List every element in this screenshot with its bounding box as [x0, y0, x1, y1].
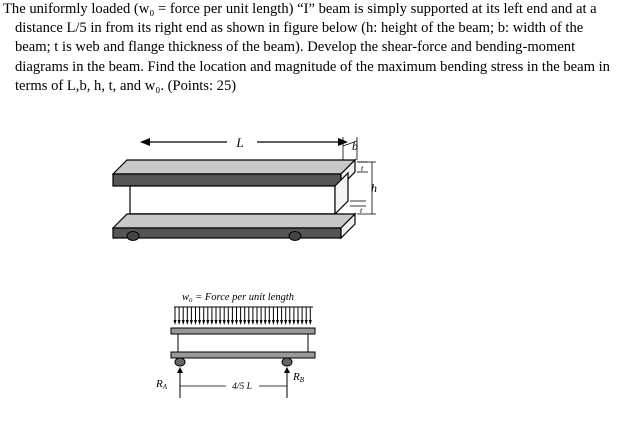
load-arrowhead [276, 320, 279, 325]
load-arrowhead [182, 320, 185, 325]
load-arrowhead [280, 320, 283, 325]
top-flange-front [113, 174, 341, 186]
load-arrowhead [239, 320, 242, 325]
load-arrowhead [292, 320, 295, 325]
load-arrowhead [260, 320, 263, 325]
load-arrowhead [272, 320, 275, 325]
problem-line-2: distance L/5 in from its right end as shown in figure below (h: height of the beam; b: width of the [15, 20, 584, 37]
load-arrowhead [243, 320, 246, 325]
load-arrowhead [231, 320, 234, 325]
load-arrowhead [309, 320, 312, 325]
load-arrowhead [264, 320, 267, 325]
support-b [282, 358, 292, 366]
load-arrowhead [206, 320, 209, 325]
load-arrowhead [301, 320, 304, 325]
span-label: 4/5 L [232, 382, 252, 392]
problem-line-4: diagrams in the beam. Find the location and magnitude of the maximum bending stress in the beam in [15, 58, 610, 75]
reaction-b-label: RB [293, 371, 305, 384]
load-arrowhead [235, 320, 238, 325]
i-beam-figure [113, 135, 377, 241]
load-arrowhead [202, 320, 205, 325]
load-arrowhead [268, 320, 271, 325]
load-arrowhead [251, 320, 254, 325]
bottom-flange-front [113, 228, 341, 238]
height-label: h [371, 181, 377, 195]
bottom-flange-top-face [113, 214, 355, 228]
load-arrowhead [178, 320, 181, 325]
load-arrowhead [210, 320, 213, 325]
beam-web [178, 334, 308, 352]
left-roller-support [127, 232, 139, 241]
load-arrowhead [219, 320, 222, 325]
right-roller-support [289, 232, 301, 241]
load-arrowhead [190, 320, 193, 325]
load-arrowhead [215, 320, 218, 325]
distributed-load-arrows [174, 307, 314, 325]
load-arrowhead [194, 320, 197, 325]
load-arrowhead [174, 320, 177, 325]
problem-line-3: beam; t is web and flange thickness of the beam). Develop the shear-force and bending-moment [15, 39, 576, 56]
load-arrowhead [256, 320, 259, 325]
reaction-a-label: RA [156, 378, 168, 391]
load-arrowhead [288, 320, 291, 325]
load-diagram [155, 292, 315, 398]
top-flange-top-face [113, 160, 355, 174]
length-arrow-left [140, 138, 150, 146]
load-arrowhead [305, 320, 308, 325]
load-label: wo = Force per unit length [182, 292, 294, 304]
web-front [130, 186, 335, 214]
load-arrowhead [284, 320, 287, 325]
load-arrowhead [297, 320, 300, 325]
load-arrowhead [227, 320, 230, 325]
problem-line-1: The uniformly loaded (w₀ = force per unit length) “I” beam is simply supported at its left end and at a [3, 1, 597, 17]
length-label: L [236, 135, 244, 150]
problem-line-5: terms of L,b, h, t, and w₀. (Points: 25) [15, 77, 237, 94]
beam-bottom-flange [171, 352, 315, 358]
support-a [175, 358, 185, 366]
load-arrowhead [198, 320, 201, 325]
beam-top-flange [171, 328, 315, 334]
thickness-label-top: t [361, 164, 364, 173]
load-arrowhead [186, 320, 189, 325]
load-arrowhead [223, 320, 226, 325]
width-label: b [352, 139, 358, 153]
thickness-label-web: t [360, 206, 363, 215]
load-arrowhead [247, 320, 250, 325]
